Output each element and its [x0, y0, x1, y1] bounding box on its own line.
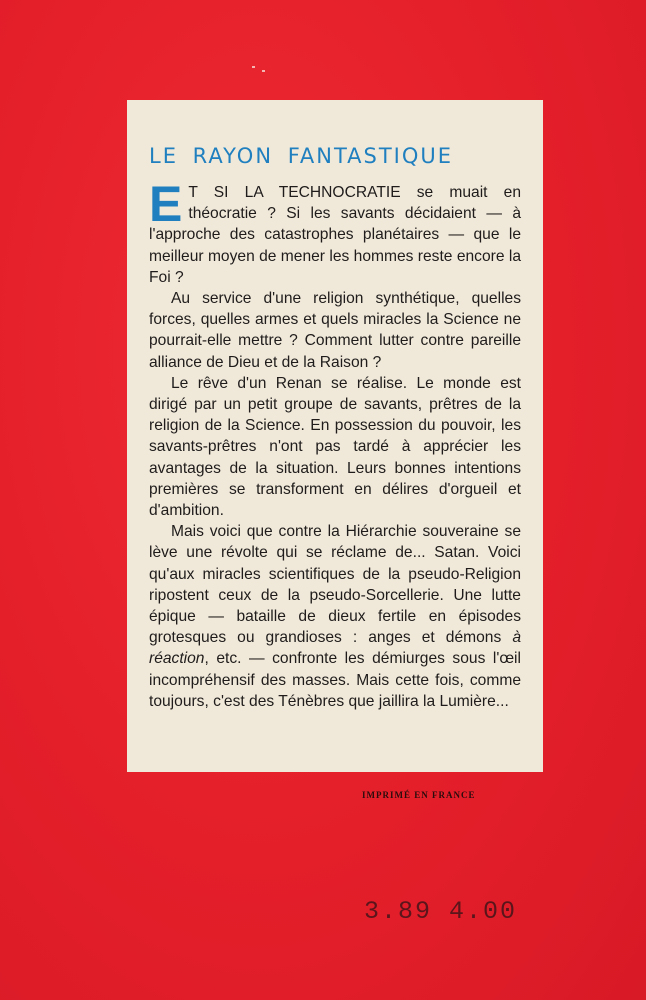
blurb-paragraph-2: Au service d'une religion synthétique, quelles forces, quelles armes et quels miracles la Science ne pourrait-elle mettre ? Comment lutter contre pareille alliance de Dieu et de la Raison ? [149, 290, 521, 371]
blurb-paragraph-3: Le rêve d'un Renan se réalise. Le monde est dirigé par un petit groupe de savants, prêtres de la religion de la Science. En possession du pouvoir, les savants-prêtres n'ont pas tardé à apprécier les avantages de la situation. Leurs bonnes intentions premières se transforment en délires d'orgueil et d'ambition. [149, 374, 521, 520]
price-stamp: 3.89 4.00 [364, 897, 518, 926]
drop-cap: E [149, 176, 183, 232]
blurb-paragraph-4 [149, 521, 521, 712]
blurb-text [149, 176, 521, 712]
paragraph-4-text-b: , etc. — confronte les démiurges sous l'œil incompréhensif des masses. Mais cette fois, comme toujours, c'est des Ténèbres que jaillira la Lumière... [149, 650, 521, 710]
print-speck [262, 70, 265, 72]
blurb-paragraph-1 [149, 176, 521, 288]
paragraph-1-text: T SI LA TECHNOCRATIE se muait en théocratie ? Si les savants décidaient — à l'approche des catastrophes planétaires — que le meilleur moyen de mener les hommes reste encore la Foi ? [149, 184, 521, 286]
print-speck [252, 66, 255, 68]
paragraph-4-italic: à réaction [149, 629, 521, 668]
series-title: LE RAYON FANTASTIQUE [149, 144, 454, 168]
paragraph-4-text-a: Mais voici que contre la Hiérarchie souveraine se lève une révolte qui se réclame de... Satan. Voici qu'aux miracles scientifiques de la pseudo-Religion ripostent ceux de la pseudo-Sorcellerie. Une lutte épique — bataille de dieux fertile en épisodes grotesques ou grandioses : anges et démons [149, 523, 521, 647]
blurb-panel [127, 100, 543, 772]
imprint-line: IMPRIMÉ EN FRANCE [362, 790, 476, 800]
